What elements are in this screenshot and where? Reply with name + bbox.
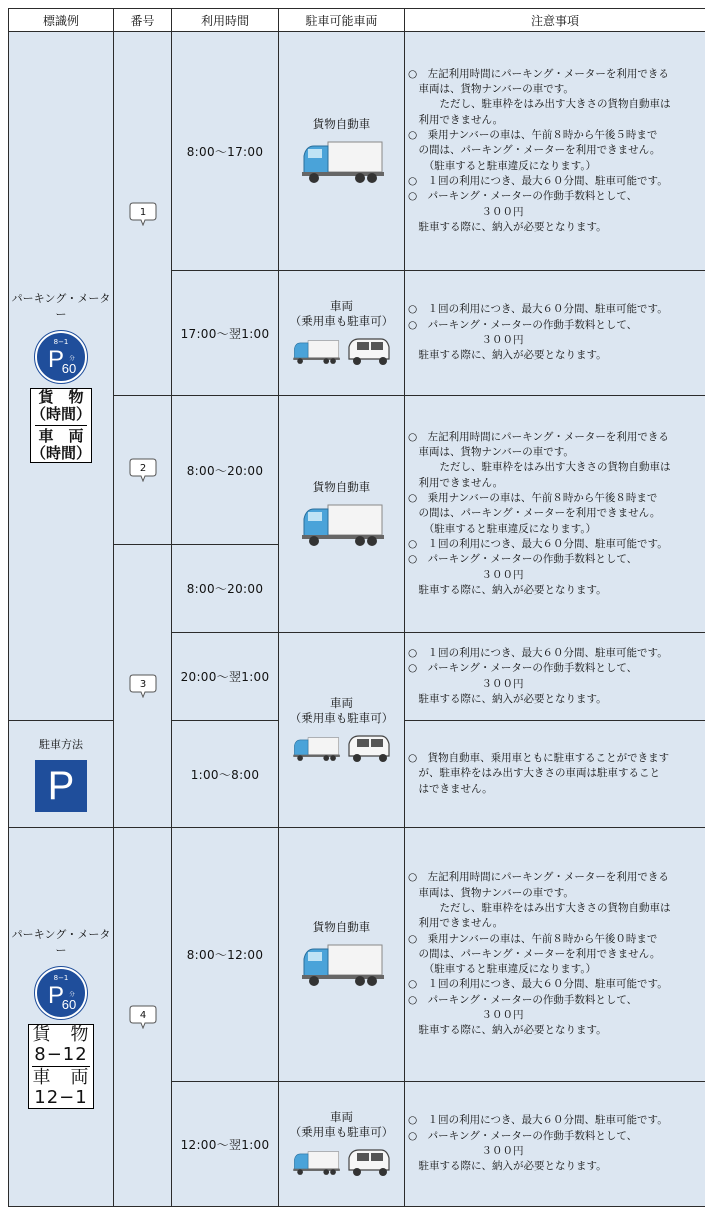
number-2-text: 2	[139, 463, 146, 474]
notes-cell-4a	[404, 827, 705, 1082]
vehicle-cell-1a	[278, 31, 405, 271]
vehicle-cell-3bc	[278, 632, 405, 828]
note-line: ○ １回の利用につき、最大６０分間、駐車可能です。	[408, 537, 668, 550]
plate1-divider	[35, 425, 87, 426]
plate1-line3: 車 両	[38, 426, 84, 445]
note-line: 利用できません。	[408, 113, 504, 126]
passenger-car-icon	[345, 335, 393, 367]
note-line: ○ パーキング・メーターの作動手数料として、	[408, 1129, 638, 1142]
note-line: が、駐車枠をはみ出す大きさの車両は駐車すること	[408, 767, 660, 780]
time-cell-4b	[171, 1081, 279, 1207]
note-line: ○ 左記利用時間にパーキング・メーターを利用できる	[408, 871, 669, 884]
note-line: ○ パーキング・メーターの作動手数料として、	[408, 662, 638, 675]
vehicle-any-sub: （乗用車も駐車可）	[289, 1125, 394, 1139]
sign-circle-num: 60	[61, 996, 77, 1012]
number-cell-1	[113, 31, 172, 396]
header-example-label: 標識例	[42, 13, 79, 28]
note-line: ３００円	[408, 334, 524, 346]
number-badge-icon	[129, 458, 157, 482]
number-cell-4	[113, 827, 172, 1207]
notes-cell-3b	[404, 632, 705, 721]
parking-p-letter: P	[47, 763, 75, 808]
vehicle-any-sub: （乗用車も駐車可）	[289, 314, 394, 328]
time-cell-1b	[171, 270, 279, 396]
note-line: ○ １回の利用につき、最大６０分間、駐車可能です。	[408, 303, 668, 316]
sign-plate-4	[28, 1024, 94, 1109]
time-cell-2	[171, 395, 279, 545]
note-line: 駐車する際に、納入が必要となります。	[408, 349, 607, 362]
note-line: ○ パーキング・メーターの作動手数料として、	[408, 993, 638, 1006]
note-line: 駐車する際に、納入が必要となります。	[408, 692, 607, 705]
note-line: ○ 左記利用時間にパーキング・メーターを利用できる	[408, 430, 669, 443]
notes-cell-4b	[404, 1081, 705, 1207]
note-line: （駐車すると駐車違反になります。）	[408, 522, 597, 535]
notes-cell-2	[404, 395, 705, 633]
cargo-truck-icon	[298, 138, 386, 186]
sign-circle-min: 分	[69, 355, 75, 362]
pm-sign-label-4: パーキング・メーター	[11, 927, 111, 957]
note-line: の間は、パーキング・メーターを利用できません。	[408, 144, 661, 157]
vehicle-cargo-label: 貨物自動車	[312, 116, 371, 131]
time-1a: 8:00～17:00	[186, 144, 264, 159]
vehicle-cell-2-3a	[278, 395, 405, 633]
number-3-text: 3	[139, 679, 146, 690]
passenger-car-icon	[345, 732, 393, 764]
note-line: 駐車する際に、納入が必要となります。	[408, 1024, 607, 1037]
notes-cell-1a	[404, 31, 705, 271]
vehicle-cell-1b	[278, 270, 405, 396]
note-line: ○ パーキング・メーターの作動手数料として、	[408, 318, 638, 331]
time-cell-3c	[171, 720, 279, 828]
sign-cell-pm-4	[8, 827, 114, 1207]
header-vehicle	[278, 8, 405, 32]
time-3c: 1:00～8:00	[190, 767, 260, 782]
vehicle-any-label: 車両	[330, 696, 353, 710]
note-line: ただし、駐車枠をはみ出す大きさの貨物自動車は	[408, 901, 671, 914]
note-line: ３００円	[408, 1145, 524, 1157]
time-1b: 17:00～翌1:00	[180, 326, 270, 341]
number-cell-2	[113, 395, 172, 545]
sign-circle-p: P	[47, 981, 65, 1009]
parking-p-sign-icon	[35, 760, 87, 812]
note-line: ○ １回の利用につき、最大６０分間、駐車可能です。	[408, 978, 668, 991]
note-line: ○ １回の利用につき、最大６０分間、駐車可能です。	[408, 1114, 668, 1127]
number-badge-icon	[129, 202, 157, 226]
vehicle-any-label: 車両	[330, 299, 353, 313]
sign-circle-num: 60	[61, 360, 77, 376]
pm-sign-label: パーキング・メーター	[11, 291, 111, 321]
plate2-line3: 車 両	[32, 1066, 90, 1088]
note-line: の間は、パーキング・メーターを利用できません。	[408, 947, 661, 960]
header-vehicle-label: 駐車可能車両	[305, 13, 378, 28]
vehicle-cargo-label: 貨物自動車	[312, 479, 371, 494]
sign-circle-p: P	[47, 345, 65, 373]
notes-cell-1b	[404, 270, 705, 396]
plate1-line2: （時間）	[31, 404, 92, 423]
note-line: 駐車する際に、納入が必要となります。	[408, 220, 607, 233]
note-line: ○ 乗用ナンバーの車は、午前８時から午後５時まで	[408, 129, 658, 142]
note-line: ○ 左記利用時間にパーキング・メーターを利用できる	[408, 67, 669, 80]
number-cell-3	[113, 544, 172, 828]
plate1-line4: （時間）	[31, 443, 92, 462]
cargo-truck-icon	[298, 501, 386, 549]
number-badge-icon	[129, 674, 157, 698]
note-line: ○ １回の利用につき、最大６０分間、駐車可能です。	[408, 174, 668, 187]
plate2-line1: 貨 物	[32, 1023, 90, 1045]
note-line: 車両は、貨物ナンバーの車です。	[408, 886, 574, 899]
note-line: ３００円	[408, 1009, 524, 1022]
vehicle-any-label: 車両	[330, 1110, 353, 1124]
sign-cell-method	[8, 720, 114, 828]
cargo-truck-icon	[291, 734, 341, 764]
cargo-truck-icon	[291, 1148, 341, 1178]
number-4-text: 4	[139, 1010, 146, 1021]
note-line: ○ パーキング・メーターの作動手数料として、	[408, 190, 638, 203]
note-line: 駐車する際に、納入が必要となります。	[408, 583, 607, 596]
note-line: ただし、駐車枠をはみ出す大きさの貨物自動車は	[408, 461, 671, 474]
header-number	[113, 8, 172, 32]
note-line: ○ 乗用ナンバーの車は、午前８時から午後８時まで	[408, 492, 658, 505]
time-3b: 20:00～翌1:00	[180, 670, 270, 684]
number-badge-icon	[129, 1005, 157, 1029]
vehicle-any-sub: （乗用車も駐車可）	[289, 711, 394, 725]
note-line: ３００円	[408, 677, 524, 690]
time-cell-1a	[171, 31, 279, 271]
time-4b: 12:00～翌1:00	[180, 1137, 270, 1152]
method-sign-label: 駐車方法	[39, 738, 83, 751]
note-line: ○ 貨物自動車、乗用車ともに駐車することができます	[408, 752, 670, 765]
vehicle-cell-4a	[278, 827, 405, 1082]
note-line: ○ 乗用ナンバーの車は、午前８時から午後０時まで	[408, 932, 658, 945]
note-line: ３００円	[408, 205, 524, 218]
note-line: ○ パーキング・メーターの作動手数料として、	[408, 553, 638, 566]
note-line: の間は、パーキング・メーターを利用できません。	[408, 507, 661, 520]
note-line: ただし、駐車枠をはみ出す大きさの貨物自動車は	[408, 98, 671, 111]
header-number-label: 番号	[130, 13, 155, 28]
header-time	[171, 8, 279, 32]
sign-circle-min: 分	[69, 991, 75, 998]
parking-meter-sign-icon	[34, 330, 88, 384]
parking-meter-sign-icon	[34, 966, 88, 1020]
plate1-line1: 貨 物	[38, 387, 84, 406]
sign-circle-top: 8−1	[53, 973, 69, 982]
time-3a: 8:00～20:00	[186, 582, 264, 596]
time-2: 8:00～20:00	[186, 463, 264, 478]
note-line: はできません。	[408, 782, 493, 795]
sign-circle-top: 8−1	[53, 337, 69, 346]
header-example	[8, 8, 114, 32]
note-line: ○ １回の利用につき、最大６０分間、駐車可能です。	[408, 646, 668, 659]
header-time-label: 利用時間	[200, 13, 249, 28]
note-line: 車両は、貨物ナンバーの車です。	[408, 83, 574, 96]
cargo-truck-icon	[291, 337, 341, 367]
passenger-car-icon	[345, 1146, 393, 1178]
vehicle-cargo-label: 貨物自動車	[312, 920, 371, 934]
note-line: 駐車する際に、納入が必要となります。	[408, 1160, 607, 1173]
header-notes-label: 注意事項	[530, 13, 579, 28]
note-line: 利用できません。	[408, 476, 504, 489]
number-1-text: 1	[139, 206, 146, 218]
note-line: （駐車すると駐車違反になります。）	[408, 963, 597, 976]
sign-plate-1	[30, 388, 92, 463]
notes-cell-3c	[404, 720, 705, 828]
time-cell-4a	[171, 827, 279, 1082]
note-line: 車両は、貨物ナンバーの車です。	[408, 446, 574, 459]
header-notes	[404, 8, 705, 32]
cargo-truck-icon	[298, 941, 386, 989]
note-line: （駐車すると駐車違反になります。）	[408, 159, 597, 172]
vehicle-cell-4b	[278, 1081, 405, 1207]
plate2-line2: 8−12	[34, 1043, 88, 1065]
note-line: ３００円	[408, 568, 524, 581]
time-cell-3b	[171, 632, 279, 721]
plate2-line4: 12−1	[34, 1086, 88, 1108]
note-line: 利用できません。	[408, 917, 504, 930]
sign-cell-pm-1	[8, 31, 114, 721]
time-cell-3a	[171, 544, 279, 633]
time-4a: 8:00～12:00	[186, 948, 264, 962]
